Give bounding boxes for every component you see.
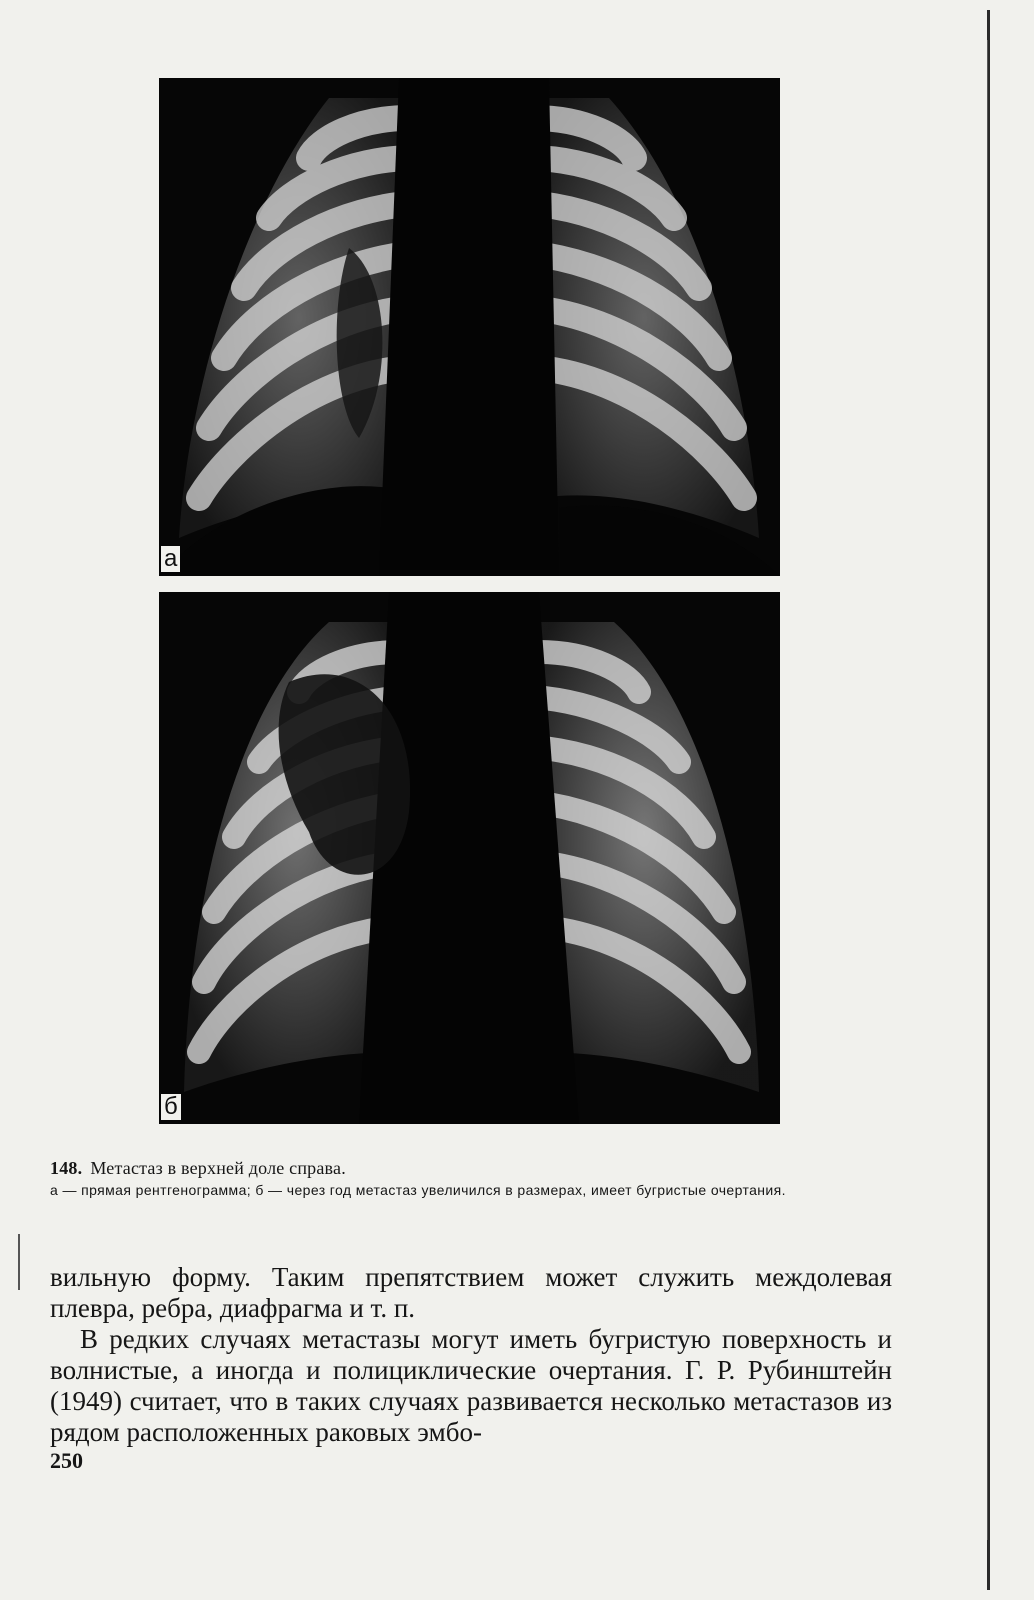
panel-a-label: а <box>161 546 180 572</box>
xray-image-a <box>159 78 780 576</box>
figure-caption <box>50 1158 900 1198</box>
figure-number: 148. <box>50 1158 83 1178</box>
panel-b-label: б <box>161 1094 181 1120</box>
caption-text: а — прямая рентгенограмма; б — через год метастаз увеличился в размерах, имеет бугристые очертания. <box>50 1182 786 1198</box>
xray-image-b <box>159 592 780 1124</box>
caption-title: Метастаз в верхней доле справа. <box>90 1158 346 1178</box>
paragraph-2: В редких случаях метастазы могут иметь бугристую поверхность и волнистые, а иногда и полициклические очертания. Г. Р. Рубинштейн (1949) считает, что в таких случаях развивается несколько метастазов из рядом расположенных раковых эмбо- <box>50 1324 892 1447</box>
xray-b-graphic <box>159 592 780 1124</box>
page-edge-shadow <box>987 40 988 1540</box>
xray-a-graphic <box>159 78 780 576</box>
margin-mark <box>18 1234 20 1290</box>
page-number: 250 <box>50 1448 83 1473</box>
caption-title-line <box>50 1158 900 1178</box>
body-text <box>50 1262 892 1448</box>
paragraph-1: вильную форму. Таким препятствием может служить междолевая плевра, ребра, диафрагма и т. п. <box>50 1262 892 1323</box>
